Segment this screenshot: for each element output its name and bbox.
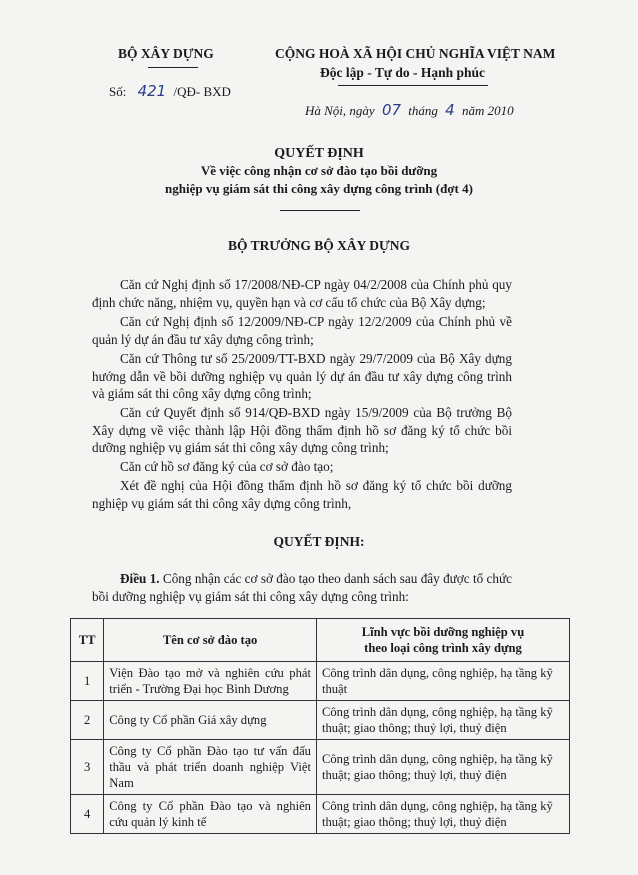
document-title: QUYẾT ĐỊNH <box>274 146 364 161</box>
row-tt: 3 <box>71 740 104 795</box>
row-field: Công trình dân dụng, công nghiệp, hạ tầng kỹ thuật <box>316 662 569 701</box>
preamble-paragraph: Căn cứ Thông tư số 25/2009/TT-BXD ngày 29/7/2009 của Bộ Xây dựng hướng dẫn về bồi dưỡng nghiệp vụ quản lý dự án đầu tư xây dựng công trình và giám sát thi công xây dựng công trình; <box>92 351 512 402</box>
motto-underline <box>338 85 488 86</box>
date-day-handwritten: 07 <box>381 101 402 119</box>
article-1-label: Điều 1. <box>120 571 160 586</box>
country-name: CỘNG HOÀ XÃ HỘI CHỦ NGHĨA VIỆT NAM <box>275 46 556 61</box>
header-name: Tên cơ sở đào tạo <box>104 619 317 662</box>
ministry-name: BỘ XÂY DỰNG <box>118 46 214 61</box>
table-row <box>71 740 570 795</box>
national-motto: Độc lập - Tự do - Hạnh phúc <box>320 65 486 80</box>
preamble-paragraph: Căn cứ Nghị định số 17/2008/NĐ-CP ngày 04/2/2008 của Chính phủ quy định chức năng, nhiệm vụ, quyền hạn và cơ cấu tổ chức của Bộ Xây dựng; <box>92 277 512 310</box>
decision-number <box>109 82 231 100</box>
table-row <box>71 662 570 701</box>
row-name: Viện Đào tạo mở và nghiên cứu phát triển - Trường Đại học Bình Dương <box>104 662 317 701</box>
number-handwritten: 421 <box>137 82 167 100</box>
article-1 <box>92 570 512 605</box>
subject-line-2: nghiệp vụ giám sát thi công xây dựng công trình (đợt 4) <box>165 181 473 196</box>
row-field: Công trình dân dụng, công nghiệp, hạ tầng kỹ thuật; giao thông; thuỷ lợi, thuỷ điện <box>316 795 569 834</box>
date-month-label: tháng <box>408 103 438 118</box>
minister-heading: BỘ TRƯỞNG BỘ XÂY DỰNG <box>227 238 410 253</box>
subject-line-1: Về việc công nhận cơ sở đào tạo bồi dưỡng <box>200 163 438 178</box>
date-month-handwritten: 4 <box>445 101 455 119</box>
number-prefix: Số: <box>109 84 127 99</box>
row-name: Công ty Cổ phần Đào tạo và nghiên cứu quản lý kinh tế <box>104 795 317 834</box>
preamble-paragraph: Căn cứ hồ sơ đăng ký của cơ sở đào tạo; <box>120 459 334 474</box>
header-tt: TT <box>71 619 104 662</box>
decides-heading: QUYẾT ĐỊNH: <box>273 534 365 549</box>
title-underline <box>280 210 360 211</box>
row-field: Công trình dân dụng, công nghiệp, hạ tầng kỹ thuật; giao thông; thuỷ lợi, thuỷ điện <box>316 740 569 795</box>
issue-date <box>305 101 514 119</box>
header-field-line-1: Lĩnh vực bồi dưỡng nghiệp vụ <box>361 625 525 639</box>
table-header-row <box>71 619 570 662</box>
row-field: Công trình dân dụng, công nghiệp, hạ tầng kỹ thuật; giao thông; thuỷ lợi, thuỷ điện <box>316 701 569 740</box>
number-suffix: /QĐ- BXD <box>173 84 231 99</box>
header-field <box>316 619 569 662</box>
header-field-line-2: theo loại công trình xây dựng <box>364 641 522 655</box>
row-tt: 4 <box>71 795 104 834</box>
preamble-paragraph: Căn cứ Nghị định số 12/2009/NĐ-CP ngày 12/2/2009 của Chính phủ về quản lý dự án đầu tư xây dựng công trình; <box>92 314 512 347</box>
table-row <box>71 795 570 834</box>
date-prefix: Hà Nội, ngày <box>305 103 375 118</box>
training-institutions-table <box>70 618 570 834</box>
row-name: Công ty Cổ phần Giá xây dựng <box>104 701 317 740</box>
ministry-underline <box>148 67 198 68</box>
preamble-paragraph: Căn cứ Quyết định số 914/QĐ-BXD ngày 15/9/2009 của Bộ trưởng Bộ Xây dựng về việc thành lập Hội đồng thẩm định hồ sơ đăng ký tổ chức bồi dưỡng nghiệp vụ giám sát thi công xây dựng công trình; <box>92 405 512 456</box>
row-tt: 2 <box>71 701 104 740</box>
row-name: Công ty Cổ phần Đào tạo tư vấn đấu thầu và phát triển doanh nghiệp Việt Nam <box>104 740 317 795</box>
preamble-paragraph: Xét đề nghị của Hội đồng thẩm định hồ sơ đăng ký tổ chức bồi dưỡng nghiệp vụ giám sát thi công xây dựng công trình, <box>92 478 512 511</box>
article-1-text: Công nhận các cơ sở đào tạo theo danh sách sau đây được tổ chức bồi dưỡng nghiệp vụ giám sát thi công xây dựng công trình: <box>92 571 512 604</box>
date-year: năm 2010 <box>461 103 514 118</box>
table-row <box>71 701 570 740</box>
row-tt: 1 <box>71 662 104 701</box>
